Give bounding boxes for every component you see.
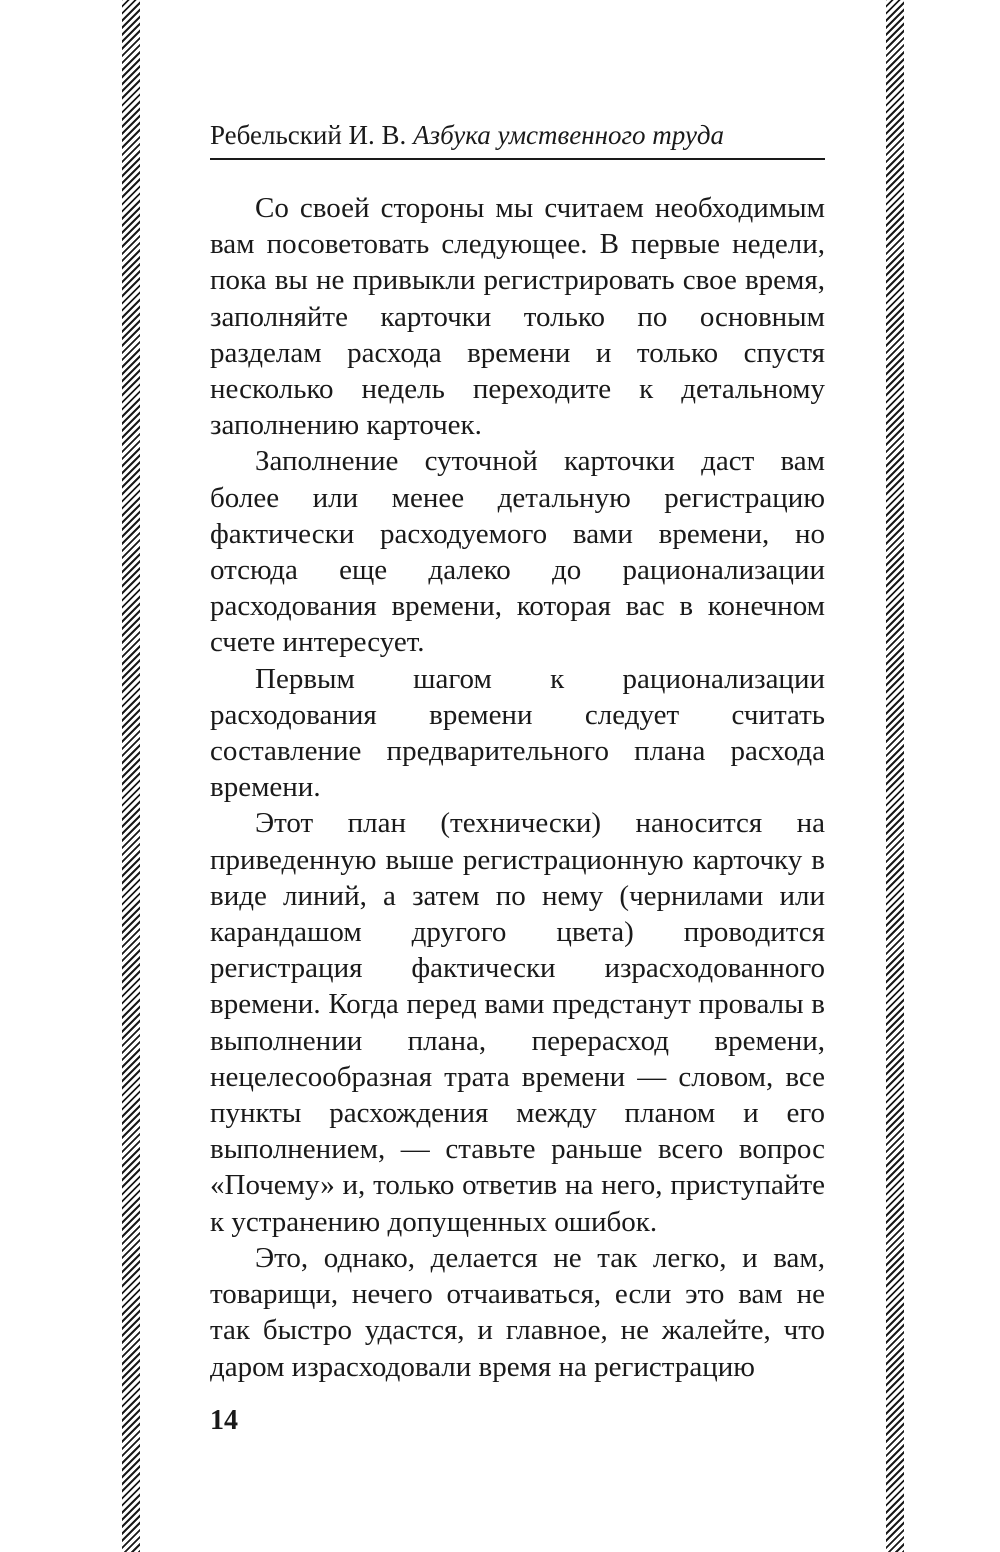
header-author: Ребельский И. В. bbox=[210, 120, 407, 150]
paragraph: Первым шагом к рационализации расходования времени следует считать составление предварительного плана расхода времени. bbox=[210, 662, 825, 804]
left-decorative-border bbox=[120, 0, 142, 1552]
paragraph: Заполнение суточной карточки даст вам более или менее детальную регистрацию фактически расходуемого вами времени, но отсюда еще далеко до рационализации расходования времени, которая вас в конечном счете интересует. bbox=[210, 445, 825, 659]
right-decorative-border bbox=[884, 0, 906, 1552]
paragraph: Этот план (технически) наносится на приведенную выше регистрационную карточку в виде линий, а затем по нему (чернилами или карандашом другого цвета) проводится регистрация фактически израсходованного времени. Когда перед вами предстанут провалы в выполнении плана, перерасход времени, нецелесообразная трата времени — словом, все пункты расхождения между планом и его выполнением, — ставьте раньше всего вопрос «Почему» и, только ответив на него, приступайте к устранению допущенных ошибок. bbox=[210, 807, 825, 1238]
page-body bbox=[210, 190, 825, 1385]
page-number: 14 bbox=[210, 1405, 238, 1436]
running-header bbox=[210, 118, 825, 160]
header-book-title: Азбука умственного труда bbox=[413, 120, 725, 150]
paragraph: Со своей стороны мы считаем необходимым вам посоветовать следующее. В первые недели, пока вы не привыкли регистрировать свое время, заполняйте карточки только по основным разделам расхода времени и только спустя несколько недель переходите к детальному заполнению карточек. bbox=[210, 192, 825, 442]
paragraph: Это, однако, делается не так легко, и вам, товарищи, нечего отчаиваться, если это вам не так быстро удастся, и главное, не жалейте, что даром израсходовали время на регистрацию bbox=[210, 1241, 825, 1383]
